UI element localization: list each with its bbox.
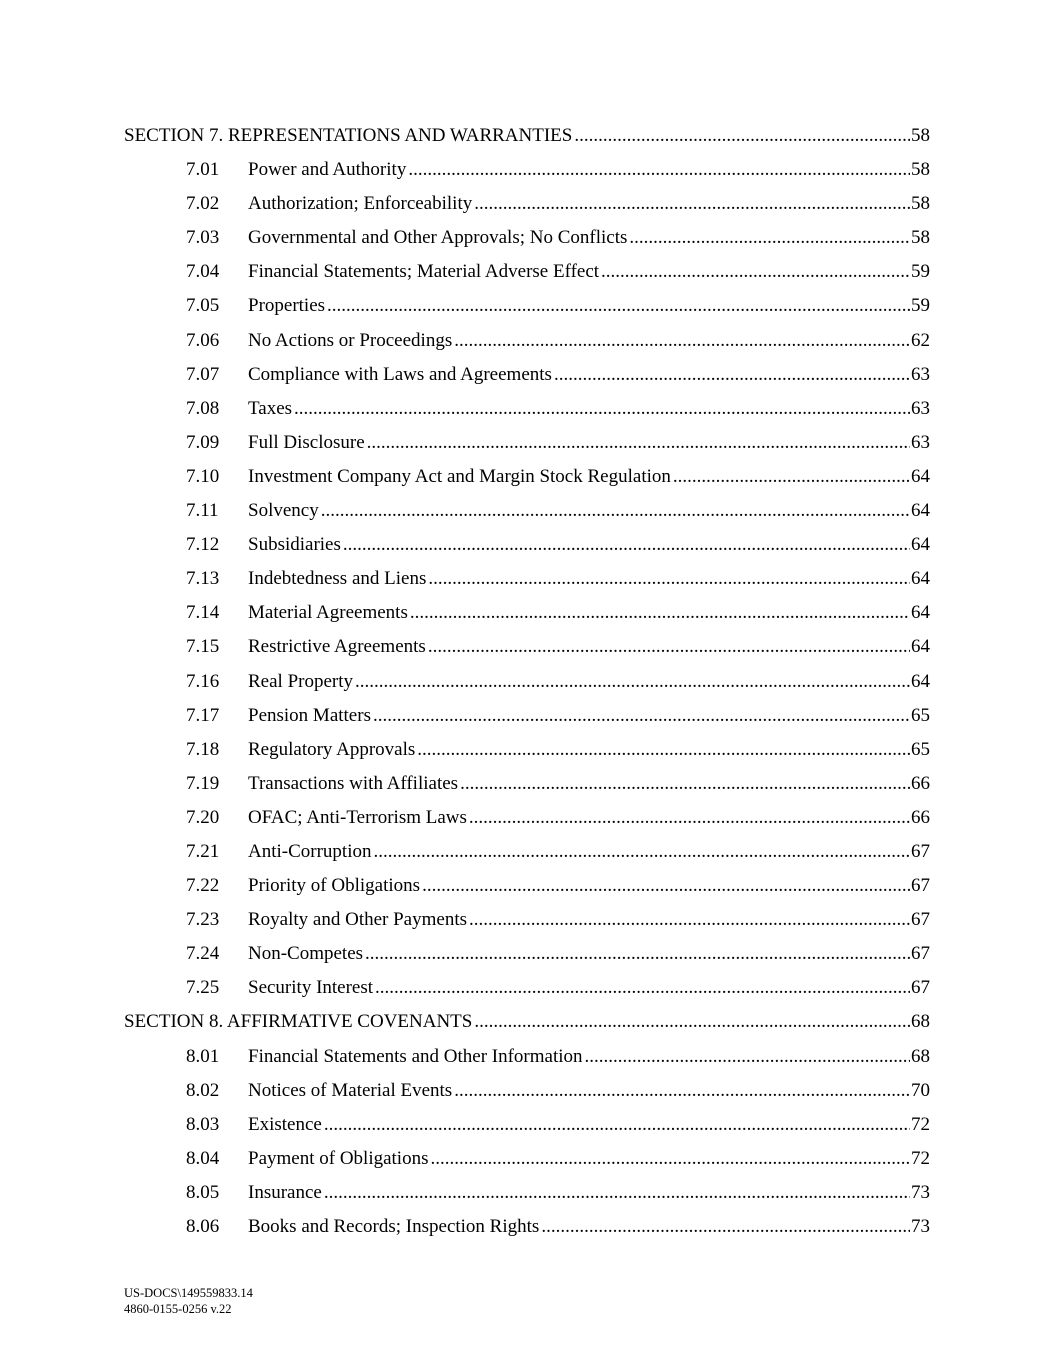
dot-leader — [629, 221, 910, 255]
dot-leader — [294, 392, 910, 426]
toc-entry[interactable] — [124, 1108, 930, 1142]
toc-entry-number: 7.17 — [186, 704, 220, 726]
dot-leader — [574, 119, 910, 153]
toc-entry[interactable] — [124, 596, 930, 630]
toc-entry-title: Subsidiaries — [248, 528, 343, 562]
dot-leader — [673, 460, 910, 494]
toc-entry-page-number: 67 — [910, 835, 930, 869]
toc-entry-number: 7.04 — [186, 261, 220, 283]
toc-entry-number: 7.22 — [186, 875, 220, 897]
toc-entry-page-number: 65 — [910, 733, 930, 767]
toc-entry-title: Insurance — [248, 1176, 324, 1210]
toc-section-heading[interactable] — [124, 119, 930, 153]
dot-leader — [554, 358, 910, 392]
toc-entry-page-number: 64 — [910, 665, 930, 699]
toc-entry-number: 8.01 — [186, 1045, 220, 1067]
toc-section-heading[interactable] — [124, 1005, 930, 1039]
toc-entry-page-number: 64 — [910, 596, 930, 630]
dot-leader — [541, 1210, 910, 1244]
toc-entry-page-number: 63 — [910, 426, 930, 460]
toc-entry-page-number: 67 — [910, 937, 930, 971]
toc-entry[interactable] — [124, 1176, 930, 1210]
dot-leader — [321, 494, 910, 528]
table-of-contents — [124, 119, 930, 1244]
toc-entry-number: 8.05 — [186, 1181, 220, 1203]
toc-entry-title: Priority of Obligations — [248, 869, 422, 903]
toc-entry-number: 7.10 — [186, 465, 220, 487]
toc-entry-number: 7.15 — [186, 636, 220, 658]
dot-leader — [327, 289, 910, 323]
dot-leader — [430, 1142, 910, 1176]
toc-entry-number: 8.02 — [186, 1079, 220, 1101]
toc-entry-page-number: 64 — [910, 494, 930, 528]
toc-entry-page-number: 67 — [910, 903, 930, 937]
toc-entry-number: 7.21 — [186, 840, 220, 862]
toc-entry-page-number: 64 — [910, 630, 930, 664]
dot-leader — [373, 699, 910, 733]
toc-entry-number: 7.19 — [186, 772, 220, 794]
toc-entry[interactable] — [124, 630, 930, 664]
toc-entry-page-number: 58 — [910, 153, 930, 187]
toc-entry[interactable] — [124, 665, 930, 699]
toc-entry-title: SECTION 7. REPRESENTATIONS AND WARRANTIES — [124, 119, 574, 153]
toc-entry-title: Payment of Obligations — [248, 1142, 430, 1176]
toc-entry-title: Solvency — [248, 494, 321, 528]
dot-leader — [410, 596, 910, 630]
dot-leader — [585, 1040, 910, 1074]
toc-entry-title: SECTION 8. AFFIRMATIVE COVENANTS — [124, 1005, 474, 1039]
toc-entry-title: OFAC; Anti-Terrorism Laws — [248, 801, 469, 835]
dot-leader — [454, 1074, 910, 1108]
toc-entry-page-number: 72 — [910, 1108, 930, 1142]
footer-doc-id: US-DOCS\149559833.14 — [124, 1286, 253, 1300]
dot-leader — [375, 971, 910, 1005]
toc-entry-page-number: 67 — [910, 869, 930, 903]
toc-entry[interactable] — [124, 187, 930, 221]
toc-entry[interactable] — [124, 1142, 930, 1176]
toc-entry-number: 7.11 — [186, 500, 219, 522]
document-footer — [124, 1285, 253, 1317]
dot-leader — [460, 767, 910, 801]
toc-entry[interactable] — [124, 221, 930, 255]
toc-entry[interactable] — [124, 528, 930, 562]
toc-entry[interactable] — [124, 767, 930, 801]
toc-entry-page-number: 66 — [910, 767, 930, 801]
toc-entry-page-number: 64 — [910, 562, 930, 596]
toc-entry-title: Financial Statements; Material Adverse Effect — [248, 255, 601, 289]
dot-leader — [469, 903, 910, 937]
toc-entry-title: Restrictive Agreements — [248, 630, 428, 664]
toc-entry[interactable] — [124, 562, 930, 596]
toc-entry-title: Existence — [248, 1108, 324, 1142]
toc-entry-number: 7.16 — [186, 670, 220, 692]
toc-entry-number: 7.14 — [186, 602, 220, 624]
toc-entry-number: 7.03 — [186, 227, 220, 249]
toc-entry[interactable] — [124, 255, 930, 289]
toc-entry-title: Taxes — [248, 392, 294, 426]
toc-entry-number: 7.08 — [186, 397, 220, 419]
toc-entry-page-number: 73 — [910, 1176, 930, 1210]
toc-entry-number: 7.02 — [186, 193, 220, 215]
toc-entry[interactable] — [124, 392, 930, 426]
toc-entry-title: Regulatory Approvals — [248, 733, 417, 767]
toc-entry[interactable] — [124, 699, 930, 733]
toc-entry[interactable] — [124, 1210, 930, 1244]
toc-entry[interactable] — [124, 289, 930, 323]
dot-leader — [343, 528, 910, 562]
toc-entry-title: Governmental and Other Approvals; No Conflicts — [248, 221, 629, 255]
toc-entry-number: 7.07 — [186, 363, 220, 385]
toc-entry-title: Material Agreements — [248, 596, 410, 630]
toc-entry[interactable] — [124, 358, 930, 392]
toc-entry-page-number: 66 — [910, 801, 930, 835]
dot-leader — [601, 255, 910, 289]
toc-entry-title: Authorization; Enforceability — [248, 187, 474, 221]
toc-entry-page-number: 64 — [910, 528, 930, 562]
dot-leader — [324, 1108, 910, 1142]
toc-entry-title: Security Interest — [248, 971, 375, 1005]
toc-entry-page-number: 58 — [910, 221, 930, 255]
toc-entry-page-number: 64 — [910, 460, 930, 494]
toc-entry[interactable] — [124, 733, 930, 767]
toc-entry[interactable] — [124, 426, 930, 460]
toc-entry-title: No Actions or Proceedings — [248, 324, 454, 358]
toc-entry-number: 7.24 — [186, 943, 220, 965]
dot-leader — [417, 733, 910, 767]
toc-entry-title: Pension Matters — [248, 699, 373, 733]
dot-leader — [324, 1176, 910, 1210]
toc-entry[interactable] — [124, 971, 930, 1005]
toc-entry-number: 8.04 — [186, 1147, 220, 1169]
toc-entry-title: Compliance with Laws and Agreements — [248, 358, 554, 392]
toc-entry-page-number: 58 — [910, 187, 930, 221]
dot-leader — [367, 426, 910, 460]
toc-entry-number: 7.20 — [186, 806, 220, 828]
toc-entry-title: Indebtedness and Liens — [248, 562, 428, 596]
toc-entry-page-number: 62 — [910, 324, 930, 358]
toc-entry[interactable] — [124, 153, 930, 187]
dot-leader — [365, 937, 910, 971]
toc-entry-number: 8.03 — [186, 1113, 220, 1135]
toc-entry[interactable] — [124, 937, 930, 971]
toc-entry-page-number: 68 — [910, 1040, 930, 1074]
dot-leader — [454, 324, 910, 358]
toc-entry-page-number: 58 — [910, 119, 930, 153]
toc-entry-title: Financial Statements and Other Information — [248, 1040, 585, 1074]
dot-leader — [422, 869, 910, 903]
toc-entry-title: Investment Company Act and Margin Stock Regulation — [248, 460, 673, 494]
toc-entry-title: Properties — [248, 289, 327, 323]
dot-leader — [355, 665, 910, 699]
toc-entry[interactable] — [124, 801, 930, 835]
footer-version: 4860-0155-0256 v.22 — [124, 1302, 232, 1316]
toc-entry-page-number: 65 — [910, 699, 930, 733]
toc-entry-number: 7.01 — [186, 159, 220, 181]
toc-entry[interactable] — [124, 835, 930, 869]
toc-entry-number: 7.05 — [186, 295, 220, 317]
toc-entry-number: 8.06 — [186, 1216, 220, 1237]
toc-entry[interactable] — [124, 460, 930, 494]
dot-leader — [408, 153, 910, 187]
toc-entry[interactable] — [124, 324, 930, 358]
toc-entry-page-number: 67 — [910, 971, 930, 1005]
toc-entry[interactable] — [124, 869, 930, 903]
toc-entry-title: Non-Competes — [248, 937, 365, 971]
toc-entry-page-number: 59 — [910, 289, 930, 323]
toc-entry[interactable] — [124, 903, 930, 937]
toc-entry[interactable] — [124, 1040, 930, 1074]
toc-entry-title: Anti-Corruption — [248, 835, 374, 869]
dot-leader — [428, 562, 910, 596]
toc-entry-page-number: 59 — [910, 255, 930, 289]
toc-entry-number: 7.09 — [186, 431, 220, 453]
toc-entry-page-number: 73 — [910, 1210, 930, 1244]
toc-entry-page-number: 63 — [910, 392, 930, 426]
dot-leader — [474, 187, 910, 221]
toc-entry-title: Books and Records; Inspection Rights — [248, 1210, 541, 1244]
toc-entry[interactable] — [124, 1074, 930, 1108]
dot-leader — [469, 801, 910, 835]
toc-entry[interactable] — [124, 494, 930, 528]
toc-entry-title: Transactions with Affiliates — [248, 767, 460, 801]
toc-entry-title: Real Property — [248, 665, 355, 699]
toc-entry-number: 7.23 — [186, 909, 220, 931]
toc-entry-page-number: 63 — [910, 358, 930, 392]
dot-leader — [374, 835, 911, 869]
toc-entry-number: 7.25 — [186, 977, 220, 999]
toc-entry-page-number: 70 — [910, 1074, 930, 1108]
dot-leader — [428, 630, 910, 664]
toc-entry-page-number: 72 — [910, 1142, 930, 1176]
toc-entry-number: 7.12 — [186, 534, 220, 556]
toc-entry-number: 7.13 — [186, 568, 220, 590]
toc-entry-number: 7.18 — [186, 738, 220, 760]
toc-entry-title: Power and Authority — [248, 153, 408, 187]
toc-entry-title: Royalty and Other Payments — [248, 903, 469, 937]
toc-entry-title: Full Disclosure — [248, 426, 367, 460]
toc-entry-title: Notices of Material Events — [248, 1074, 454, 1108]
dot-leader — [474, 1005, 910, 1039]
toc-entry-number: 7.06 — [186, 329, 220, 351]
toc-entry-page-number: 68 — [910, 1005, 930, 1039]
